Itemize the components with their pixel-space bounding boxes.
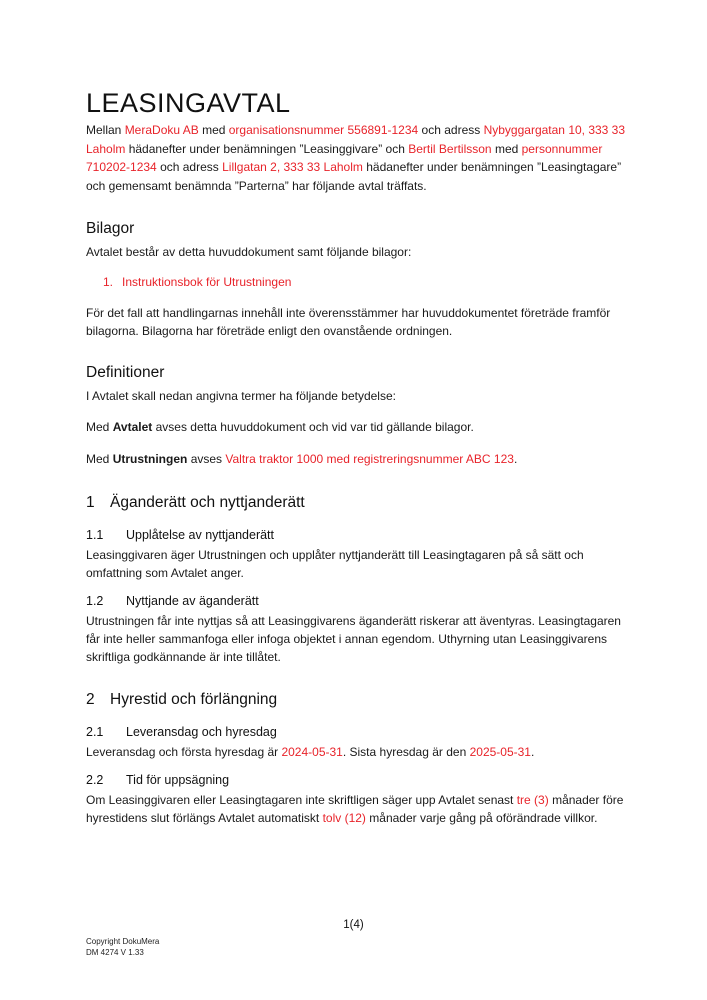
- heading-section-2-2: [86, 771, 626, 789]
- definition-text: .: [513, 452, 518, 466]
- bilagor-precedence: För det fall att handlingarnas innehåll inte överensstämmer har huvuddokumentet företräde framför bilagorna. Bilagorna har företräde enligt den ovanstående ordningen.: [86, 306, 611, 338]
- subsection-heading-text: Nyttjande av äganderätt: [126, 594, 259, 608]
- subsection-number: 1.1: [86, 528, 104, 542]
- document-title: LEASINGAVTAL: [86, 88, 291, 118]
- definition-text: avses detta huvuddokument och vid var tid gällande bilagor.: [152, 420, 474, 434]
- section-text: Om Leasinggivaren eller Leasingtagaren inte skriftligen säger upp Avtalet senast: [86, 793, 517, 807]
- intro-paragraph: [86, 121, 626, 195]
- section-text: månader före hyrestidens slut förlängs Avtalet automatiskt: [86, 793, 624, 825]
- footer-doc-id: DM 4274 V 1.33: [86, 948, 144, 957]
- lessor-address: Nybyggargatan 10, 333 33 Laholm: [86, 123, 626, 156]
- extension-period: tolv (12): [322, 811, 366, 825]
- lessee-address: Lillgatan 2, 333 33 Laholm: [222, 160, 363, 174]
- subsection-number: 1.2: [86, 594, 104, 608]
- subsection-heading-text: Leveransdag och hyresdag: [126, 725, 277, 739]
- start-date: 2024-05-31: [281, 745, 343, 759]
- footer: [86, 936, 159, 958]
- definition-text: avses: [187, 452, 226, 466]
- subsection-heading-text: Tid för uppsägning: [126, 773, 230, 787]
- annex-list: [86, 273, 626, 291]
- intro-text: med: [198, 123, 229, 137]
- subsection-heading-text: Upplåtelse av nyttjanderätt: [126, 528, 275, 542]
- definitions-intro: I Avtalet skall nedan angivna termer ha följande betydelse:: [86, 389, 396, 403]
- definition-text: Med: [86, 420, 113, 434]
- heading-definitioner: Definitioner: [86, 364, 165, 381]
- intro-text: hädanefter under benämningen ”Leasinggivare” och: [125, 141, 409, 156]
- equipment-description: Valtra traktor 1000 med registreringsnummer ABC 123: [225, 452, 514, 466]
- section-1-2-text: Utrustningen får inte nyttjas så att Leasinggivarens äganderätt riskerar att äventyras. Leasingtagaren får inte heller sammanfoga eller infoga objektet i annan egendom. Uthyrning utan Leasinggivarens skriftliga godkännande är inte tillåtet.: [86, 614, 621, 664]
- definition-avtalet: [86, 418, 626, 436]
- heading-section-2: [86, 690, 626, 710]
- page-number: 1(4): [343, 919, 364, 931]
- section-1-1-text: Leasinggivaren äger Utrustningen och upplåter nyttjanderätt till Leasingtagaren på så sätt och omfattning som Avtalet anger.: [86, 548, 584, 580]
- section-2-2-text: [86, 791, 626, 827]
- intro-text: hädanefter under benämningen ”Leasingtagare” och gemensamt benämnda ”Parterna” har följande avtal träffats.: [86, 160, 622, 193]
- section-heading-text: Äganderätt och nyttjanderätt: [110, 494, 305, 511]
- definition-term: Avtalet: [112, 420, 153, 434]
- section-number: 2: [86, 691, 95, 708]
- org-number: organisationsnummer 556891-1234: [228, 123, 419, 137]
- lessor-name: MeraDoku AB: [124, 123, 199, 137]
- annex-item-number: 1.: [103, 275, 114, 289]
- section-number: 1: [86, 494, 95, 511]
- bilagor-intro: Avtalet består av detta huvuddokument samt följande bilagor:: [86, 245, 412, 259]
- section-text: Leveransdag och första hyresdag är: [86, 745, 282, 759]
- section-text: .: [530, 745, 535, 759]
- personal-number: personnummer 710202-1234: [86, 141, 603, 174]
- section-text: . Sista hyresdag är den: [342, 745, 470, 759]
- definition-term: Utrustningen: [112, 452, 188, 466]
- definition-utrustningen: [86, 450, 626, 468]
- heading-section-1-2: [86, 592, 626, 610]
- heading-section-1: [86, 493, 626, 513]
- annex-item-label: Instruktionsbok för Utrustningen: [122, 275, 292, 289]
- intro-text: och adress: [156, 160, 223, 174]
- heading-section-1-1: [86, 526, 626, 544]
- heading-section-2-1: [86, 723, 626, 741]
- notice-period: tre (3): [516, 793, 549, 807]
- definition-text: Med: [86, 452, 113, 466]
- document-page: [86, 88, 626, 827]
- section-heading-text: Hyrestid och förlängning: [110, 691, 278, 708]
- end-date: 2025-05-31: [469, 745, 531, 759]
- intro-text: och adress: [418, 123, 484, 137]
- lessee-name: Bertil Bertilsson: [408, 141, 492, 156]
- section-text: månader varje gång på oförändrade villkor.: [365, 811, 598, 825]
- intro-text: med: [491, 141, 522, 156]
- subsection-number: 2.1: [86, 725, 104, 739]
- intro-text: Mellan: [86, 123, 125, 137]
- heading-bilagor: Bilagor: [86, 220, 135, 237]
- annex-item: [86, 273, 626, 291]
- section-2-1-text: [86, 743, 626, 761]
- footer-copyright: Copyright DokuMera: [86, 937, 160, 946]
- subsection-number: 2.2: [86, 773, 104, 787]
